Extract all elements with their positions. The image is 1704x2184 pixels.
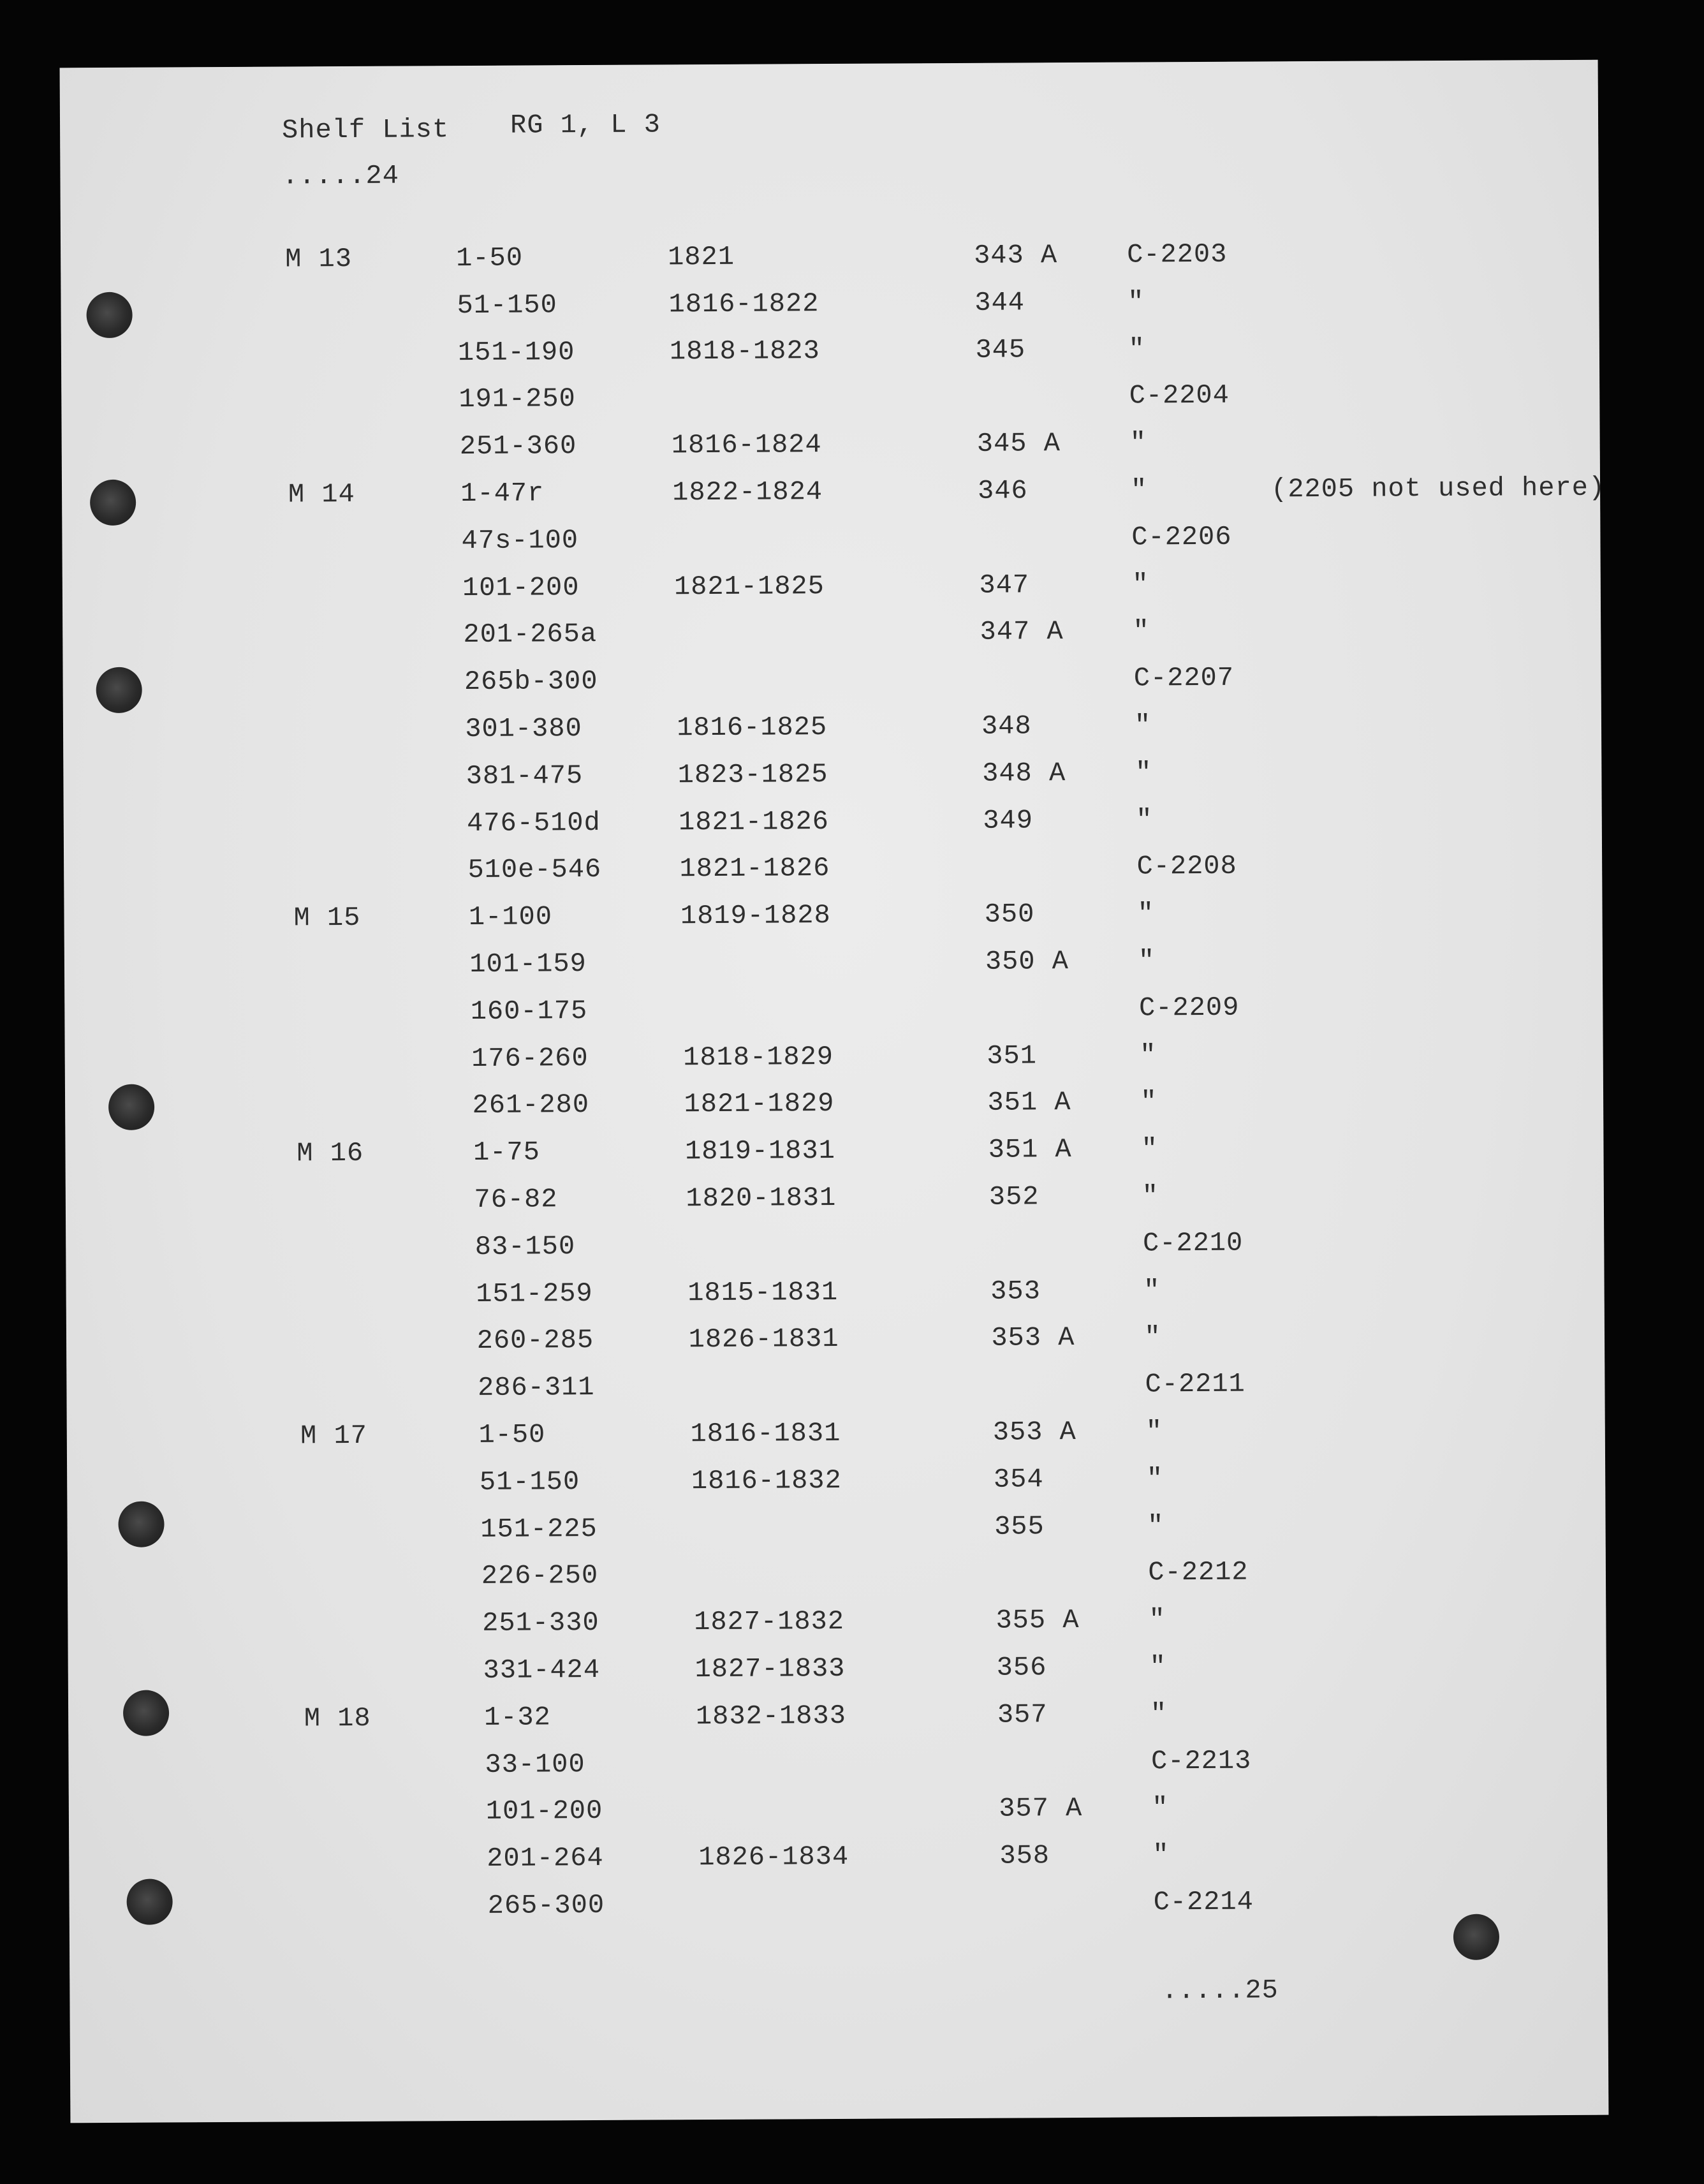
date-range: 1818-1829 [683, 1041, 834, 1073]
reel-number: " [1138, 945, 1156, 977]
reel-number: C-2207 [1133, 662, 1235, 694]
punch-hole [123, 1690, 169, 1736]
volume-label: M 18 [304, 1702, 371, 1734]
box-number: 350 A [985, 946, 1069, 977]
reel-number: C-2208 [1136, 851, 1237, 882]
box-number: 347 [979, 569, 1030, 601]
box-number: 351 A [987, 1087, 1071, 1119]
date-range: 1823-1825 [677, 758, 828, 791]
volume-label: M 13 [285, 243, 353, 275]
item-range: 151-259 [476, 1278, 593, 1310]
reel-number: " [1134, 710, 1152, 741]
box-number: 356 [996, 1652, 1047, 1683]
item-range: 191-250 [459, 383, 576, 415]
reel-number: " [1144, 1322, 1161, 1353]
item-range: 201-264 [487, 1843, 604, 1875]
punch-hole [90, 480, 136, 526]
reel-number: " [1147, 1510, 1164, 1542]
box-number: 358 [999, 1840, 1050, 1871]
date-range: 1821 [668, 241, 735, 273]
volume-label: M 15 [293, 903, 361, 934]
box-number: 343 A [974, 240, 1058, 271]
item-range: 51-150 [457, 290, 557, 321]
date-range: 1818-1823 [669, 335, 820, 367]
item-range: 101-159 [469, 948, 587, 980]
item-range: 476-510d [466, 807, 601, 839]
punch-hole [86, 292, 132, 338]
box-number: 345 [975, 334, 1026, 365]
reel-number: " [1140, 1086, 1157, 1118]
previous-page-ref: .....24 [282, 160, 400, 192]
reel-number: " [1128, 334, 1145, 365]
item-range: 1-100 [468, 901, 553, 933]
box-number: 349 [983, 804, 1034, 836]
reel-number: " [1149, 1651, 1167, 1683]
box-number: 354 [993, 1464, 1044, 1495]
date-range: 1827-1832 [694, 1606, 845, 1638]
item-range: 76-82 [474, 1184, 558, 1215]
item-range: 265b-300 [464, 666, 598, 698]
item-range: 33-100 [485, 1748, 585, 1780]
item-range: 151-225 [480, 1513, 598, 1545]
item-range: 226-250 [481, 1560, 599, 1592]
date-range: 1821-1825 [673, 570, 825, 602]
reel-number: C-2213 [1150, 1745, 1252, 1777]
item-range: 286-311 [477, 1372, 595, 1404]
date-range: 1816-1822 [668, 288, 819, 320]
reel-number: " [1142, 1181, 1159, 1212]
reel-number: " [1129, 427, 1147, 459]
box-number: 353 A [992, 1417, 1076, 1448]
item-range: 1-32 [483, 1702, 551, 1733]
date-range: 1827-1833 [694, 1653, 846, 1685]
reel-number: " [1127, 286, 1145, 318]
date-range: 1821-1829 [684, 1088, 835, 1120]
box-number: 353 A [991, 1322, 1075, 1354]
reel-number: " [1150, 1699, 1168, 1730]
box-number: 346 [977, 475, 1028, 506]
item-range: 251-330 [482, 1607, 599, 1639]
volume-label: M 16 [297, 1138, 364, 1169]
reel-number: " [1152, 1840, 1170, 1871]
date-range: 1832-1833 [695, 1700, 846, 1732]
reel-number: C-2214 [1153, 1886, 1254, 1918]
reel-number: C-2211 [1145, 1368, 1245, 1400]
row-note: (2205 not used here) [1270, 472, 1606, 505]
volume-label: M 17 [300, 1420, 368, 1452]
item-range: 101-200 [485, 1796, 603, 1827]
reel-number: " [1137, 898, 1155, 929]
punch-hole [126, 1878, 172, 1924]
reel-number: " [1133, 616, 1150, 647]
punch-hole [118, 1502, 164, 1547]
item-range: 1-75 [473, 1137, 540, 1169]
reel-number: " [1143, 1274, 1161, 1306]
date-range: 1819-1828 [680, 900, 831, 932]
date-range: 1816-1825 [677, 712, 828, 744]
box-number: 351 A [988, 1134, 1072, 1165]
item-range: 1-50 [478, 1419, 546, 1450]
reel-number: C-2203 [1127, 239, 1228, 270]
reel-number: " [1140, 1039, 1157, 1071]
next-page-ref: .....25 [1161, 1975, 1279, 2007]
date-range: 1816-1831 [690, 1417, 841, 1450]
punch-hole [1453, 1914, 1499, 1960]
date-range: 1826-1831 [688, 1324, 839, 1355]
box-number: 357 A [999, 1793, 1083, 1825]
punch-hole [96, 667, 142, 713]
item-range: 1-50 [456, 242, 524, 274]
reel-number: " [1132, 568, 1149, 600]
box-number: 347 A [980, 616, 1064, 648]
box-number: 350 [984, 899, 1035, 930]
reel-number: " [1146, 1463, 1164, 1494]
date-range: 1816-1832 [691, 1465, 842, 1496]
date-range: 1816-1824 [671, 429, 822, 461]
item-range: 83-150 [474, 1230, 576, 1262]
item-range: 47s-100 [461, 524, 579, 556]
reel-number: C-2204 [1129, 380, 1230, 411]
box-number: 351 [987, 1040, 1038, 1072]
box-number: 345 A [976, 428, 1061, 460]
document-page [60, 60, 1609, 2123]
reel-number: " [1136, 804, 1153, 836]
date-range: 1819-1831 [684, 1135, 835, 1167]
reel-number: " [1141, 1133, 1159, 1165]
item-range: 381-475 [466, 760, 584, 792]
box-number: 348 [981, 711, 1032, 742]
item-range: 176-260 [471, 1042, 589, 1074]
box-number: 352 [988, 1181, 1039, 1213]
reel-number: " [1152, 1792, 1169, 1824]
item-range: 151-190 [457, 336, 575, 368]
date-range: 1826-1834 [698, 1841, 849, 1873]
shelf-list-title: Shelf List [281, 114, 450, 146]
item-range: 265-300 [487, 1889, 605, 1921]
reel-number: C-2210 [1142, 1227, 1244, 1259]
box-number: 355 [994, 1510, 1045, 1542]
reel-number: " [1149, 1604, 1166, 1635]
item-range: 260-285 [476, 1325, 594, 1357]
item-range: 251-360 [459, 431, 577, 462]
date-range: 1821-1826 [678, 806, 830, 837]
item-range: 331-424 [483, 1654, 601, 1686]
box-number: 344 [974, 287, 1025, 318]
volume-label: M 14 [288, 478, 355, 510]
item-range: 160-175 [470, 995, 588, 1027]
item-range: 101-200 [462, 572, 580, 603]
date-range: 1815-1831 [687, 1276, 839, 1308]
item-range: 510e-546 [467, 854, 602, 886]
reel-number: " [1135, 757, 1152, 788]
record-group: RG 1, L 3 [510, 109, 661, 141]
reel-number: C-2206 [1131, 521, 1232, 553]
item-range: 201-265a [463, 619, 598, 651]
reel-number: C-2209 [1138, 992, 1240, 1024]
box-number: 355 A [995, 1605, 1080, 1636]
reel-number: " [1130, 475, 1148, 506]
reel-number: " [1145, 1416, 1163, 1447]
date-range: 1820-1831 [686, 1182, 837, 1214]
date-range: 1821-1826 [679, 853, 830, 885]
item-range: 301-380 [465, 713, 582, 745]
box-number: 348 A [982, 757, 1066, 789]
item-range: 1-47r [460, 478, 545, 510]
box-number: 353 [990, 1275, 1041, 1307]
item-range: 261-280 [472, 1089, 590, 1121]
box-number: 357 [997, 1699, 1048, 1730]
date-range: 1822-1824 [672, 476, 823, 508]
reel-number: C-2212 [1148, 1557, 1249, 1588]
item-range: 51-150 [479, 1466, 580, 1498]
punch-hole [108, 1084, 154, 1130]
